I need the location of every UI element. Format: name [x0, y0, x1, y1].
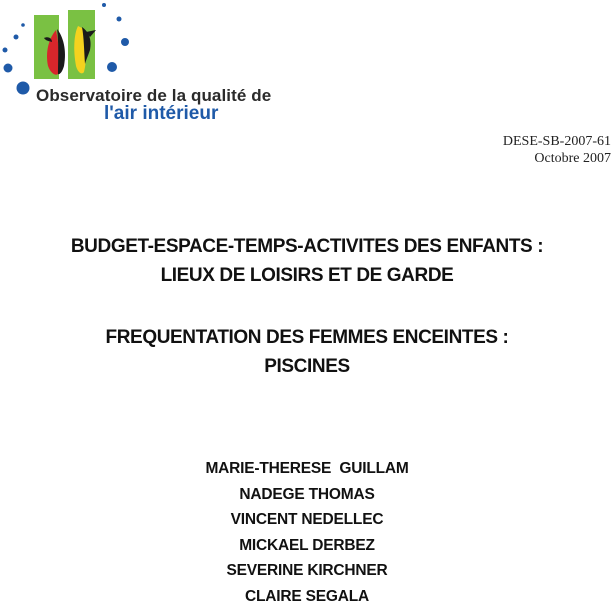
- author-name: MARIE-THERESE GUILLAM: [205, 460, 409, 477]
- title-block-2: [0, 323, 614, 381]
- author-name: SEVERINE KIRCHNER: [226, 562, 388, 580]
- title-line: FREQUENTATION DES FEMMES ENCEINTES :: [105, 327, 509, 348]
- reference-code: DESE-SB-2007-61: [502, 134, 611, 149]
- title-line: PISCINES: [264, 356, 350, 377]
- title-line: BUDGET-ESPACE-TEMPS-ACTIVITES DES ENFANTS :: [70, 236, 544, 257]
- author-list: [0, 456, 614, 610]
- author-name: VINCENT NEDELLEC: [230, 511, 384, 529]
- observatoire-logo: [0, 0, 300, 130]
- document-reference: [503, 133, 611, 167]
- title-line: LIEUX DE LOISIRS ET DE GARDE: [160, 265, 454, 286]
- reference-date: Octobre 2007: [534, 151, 611, 166]
- author-name: CLAIRE SEGALA: [245, 587, 369, 605]
- title-block-1: [0, 232, 614, 290]
- author-name: MICKAEL DERBEZ: [239, 536, 375, 554]
- document-titles: [0, 232, 614, 381]
- observatoire-logo-icon: [0, 0, 140, 100]
- org-subtitle: l'air intérieur: [104, 103, 219, 124]
- author-name: NADEGE THOMAS: [239, 485, 375, 503]
- org-name: Observatoire de la qualité de: [36, 86, 272, 105]
